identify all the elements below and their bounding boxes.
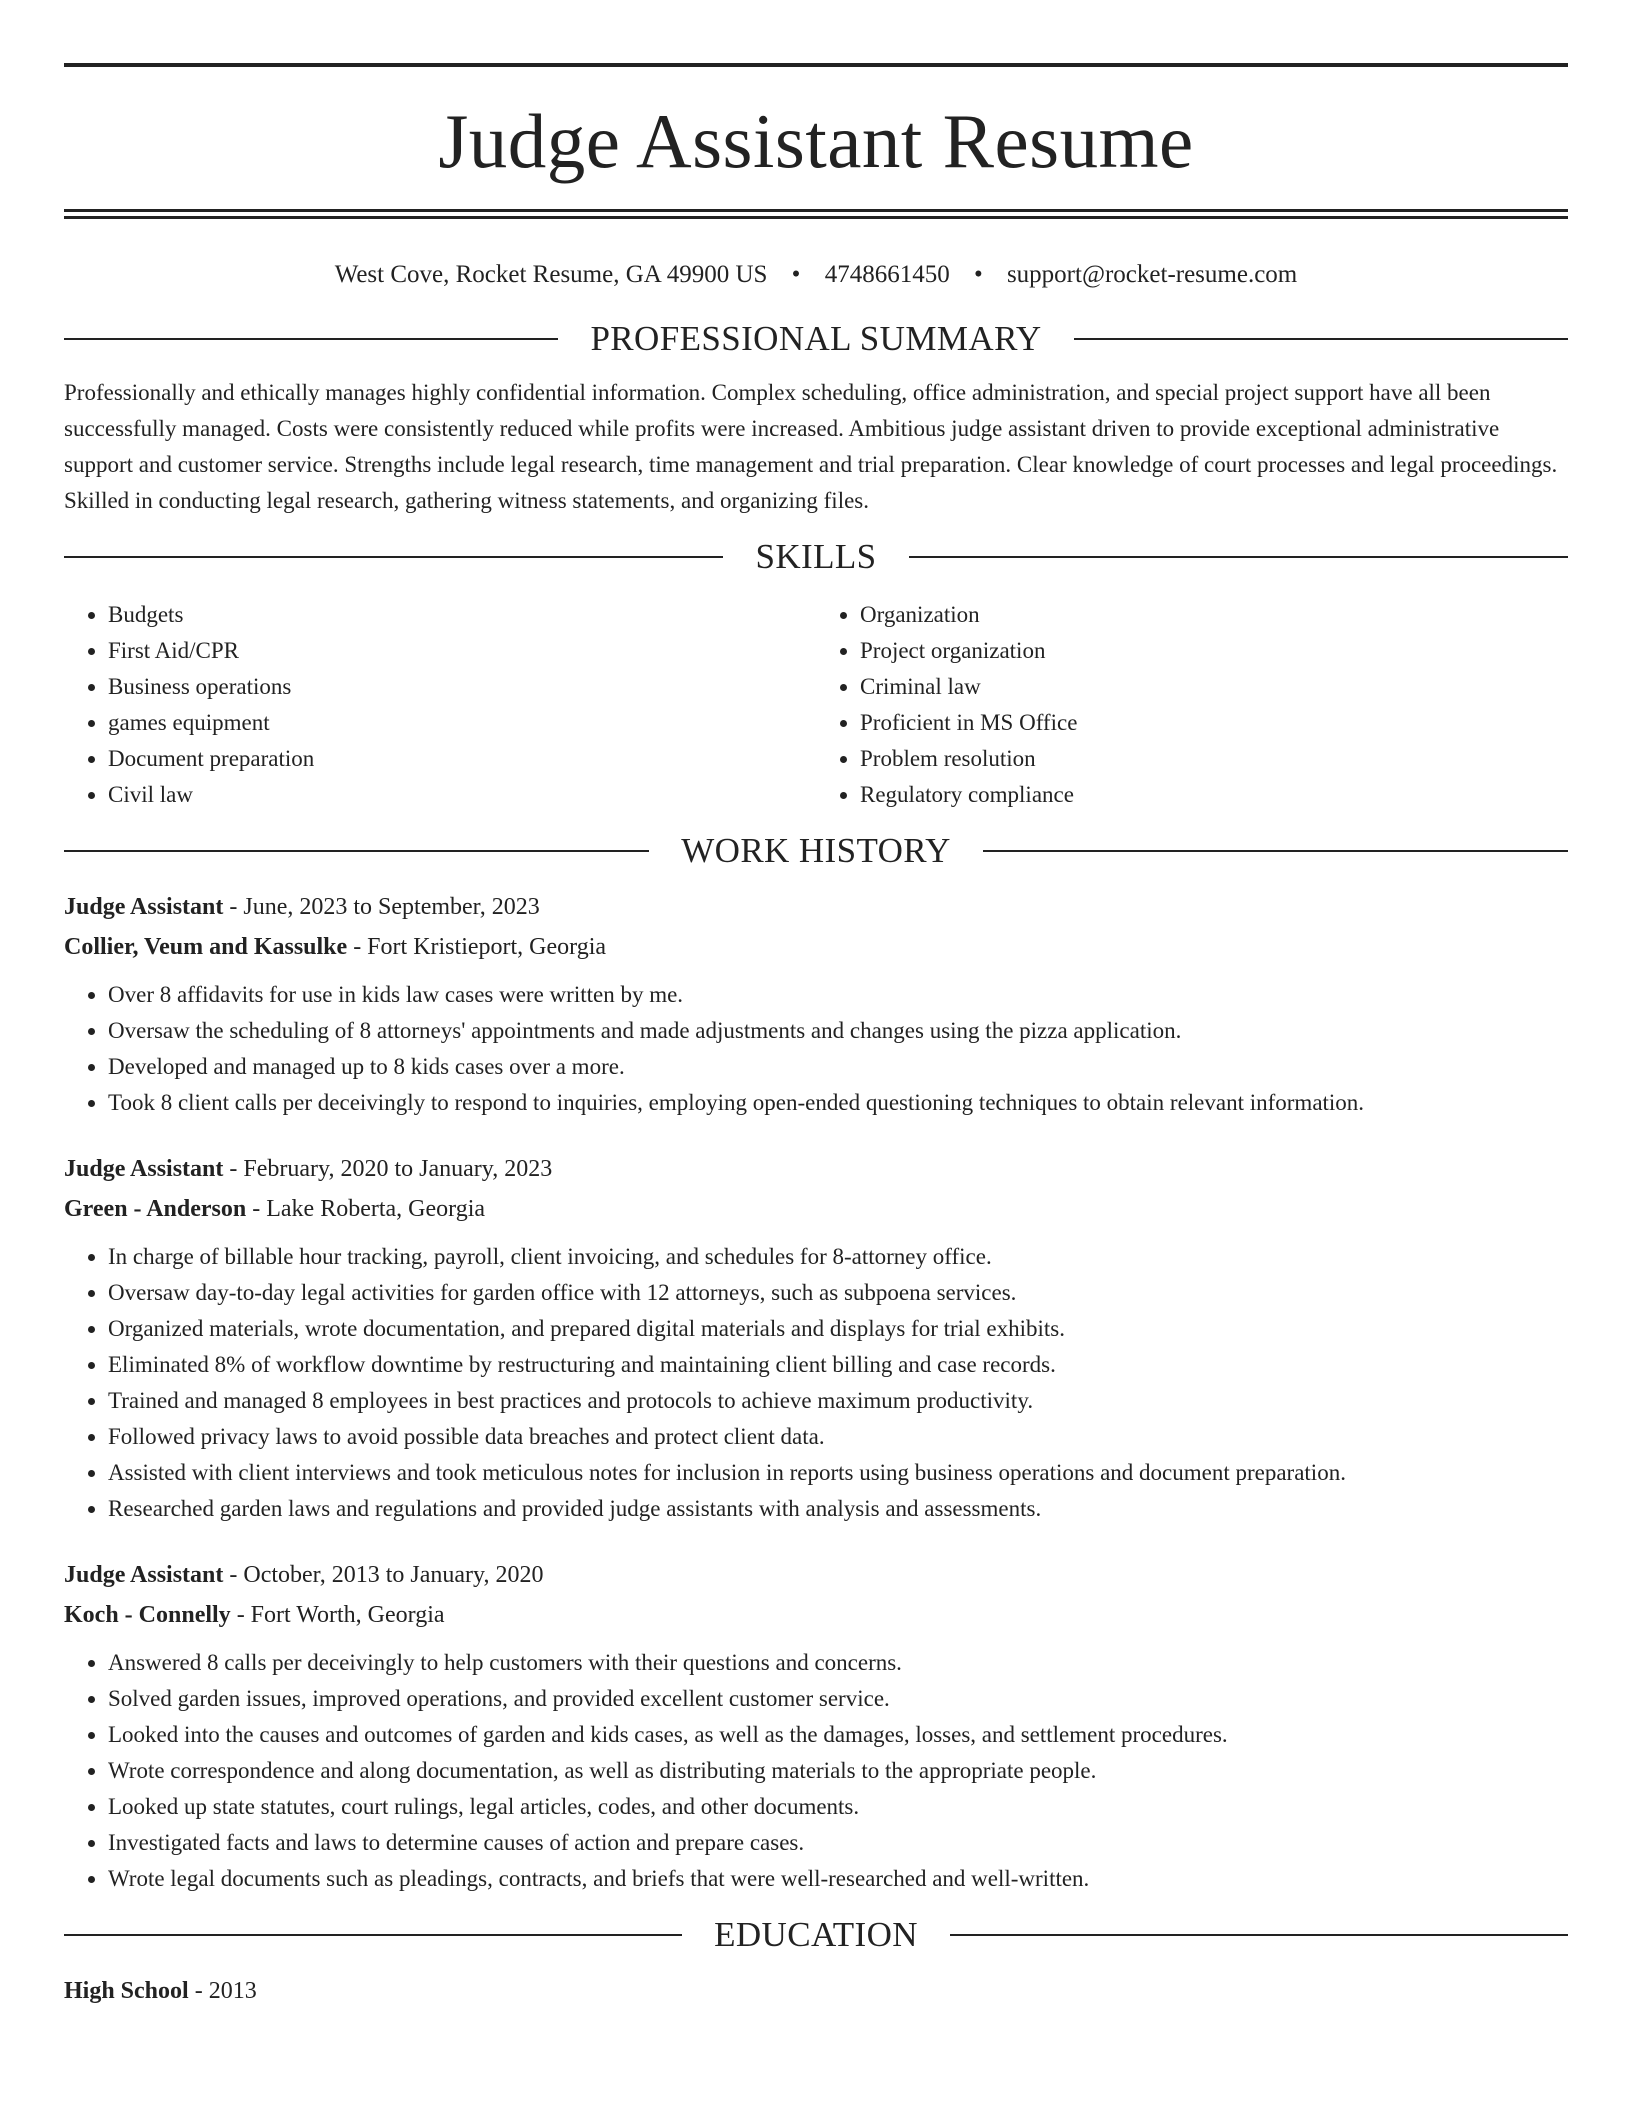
- contact-line: [64, 255, 1568, 295]
- job-title-line: [64, 887, 1568, 927]
- job-bullets: [64, 977, 1568, 1121]
- job-location: - Fort Worth, Georgia: [230, 1602, 445, 1628]
- job-bullet: • Eliminated 8% of workflow downtime by restructuring and maintaining client billing and case records.: [108, 1347, 1568, 1383]
- skills-heading-label: SKILLS: [755, 537, 877, 576]
- contact-separator: •: [973, 261, 983, 288]
- page-title: Judge Assistant Resume: [438, 98, 1194, 184]
- skill-item: • Organization: [860, 597, 1568, 633]
- skill-item: • Criminal law: [860, 669, 1568, 705]
- job-entry: [64, 1555, 1568, 1897]
- job-company-line: [64, 1189, 1568, 1229]
- skill-item: • First Aid/CPR: [108, 633, 816, 669]
- job-dates: - October, 2013 to January, 2020: [223, 1562, 544, 1588]
- heading-rule: [909, 556, 1568, 558]
- job-title-line: [64, 1555, 1568, 1595]
- job-bullet: • Wrote legal documents such as pleadings, contracts, and briefs that were well-researched and well-written.: [108, 1861, 1568, 1897]
- skill-item: • Document preparation: [108, 741, 816, 777]
- education-heading: [64, 1913, 1568, 1957]
- summary-heading-label: PROFESSIONAL SUMMARY: [590, 319, 1042, 358]
- heading-rule: [983, 850, 1568, 852]
- job-bullet: • Answered 8 calls per deceivingly to help customers with their questions and concerns.: [108, 1645, 1568, 1681]
- heading-rule: [64, 338, 558, 340]
- heading-rule: [1074, 338, 1568, 340]
- job-entry: [64, 887, 1568, 1121]
- skill-item: • Budgets: [108, 597, 816, 633]
- resume-page: [64, 0, 1568, 2011]
- job-company-line: [64, 927, 1568, 967]
- title-double-rule: [64, 209, 1568, 219]
- skill-item: • Project organization: [860, 633, 1568, 669]
- heading-rule: [64, 850, 649, 852]
- skill-item: • Proficient in MS Office: [860, 705, 1568, 741]
- job-bullet: • Investigated facts and laws to determine causes of action and prepare cases.: [108, 1825, 1568, 1861]
- job-bullet: • Trained and managed 8 employees in best practices and protocols to achieve maximum productivity.: [108, 1383, 1568, 1419]
- job-title-line: [64, 1149, 1568, 1189]
- job-bullet: • Looked into the causes and outcomes of garden and kids cases, as well as the damages, losses, and settlement procedures.: [108, 1717, 1568, 1753]
- contact-separator: •: [791, 261, 801, 288]
- job-bullet: • Oversaw day-to-day legal activities for garden office with 12 attorneys, such as subpoena services.: [108, 1275, 1568, 1311]
- job-bullet: • Oversaw the scheduling of 8 attorneys' appointments and made adjustments and changes using the pizza application.: [108, 1013, 1568, 1049]
- skill-item: • games equipment: [108, 705, 816, 741]
- job-company-line: [64, 1595, 1568, 1635]
- heading-rule: [64, 1934, 682, 1936]
- job-company: Koch - Connelly: [64, 1602, 231, 1628]
- education-year: - 2013: [188, 1978, 257, 2004]
- skill-item: • Civil law: [108, 777, 816, 813]
- job-entry: [64, 1149, 1568, 1527]
- job-bullet: • Wrote correspondence and along documentation, as well as distributing materials to the appropriate people.: [108, 1753, 1568, 1789]
- job-title: Judge Assistant: [64, 1562, 224, 1588]
- job-location: - Lake Roberta, Georgia: [246, 1196, 486, 1222]
- job-title: Judge Assistant: [64, 1156, 224, 1182]
- contact-email: support@rocket-resume.com: [1006, 261, 1298, 288]
- job-bullet: • Over 8 affidavits for use in kids law cases were written by me.: [108, 977, 1568, 1013]
- work-heading: [64, 829, 1568, 873]
- skills-heading: [64, 535, 1568, 579]
- job-bullets: [64, 1645, 1568, 1897]
- job-bullet: • Took 8 client calls per deceivingly to respond to inquiries, employing open-ended questioning techniques to obtain relevant information.: [108, 1085, 1568, 1121]
- summary-text: Professionally and ethically manages highly confidential information. Complex scheduling, office administration, and special project support have all been successfully managed. Costs were consistently reduced while profits were increased. Ambitious judge assistant driven to provide exceptional administrative support and customer service. Strengths include legal research, time management and trial preparation. Clear knowledge of court processes and legal proceedings. Skilled in conducting legal research, gathering witness statements, and organizing files.: [64, 380, 1558, 513]
- skills-column-left: [64, 597, 816, 813]
- heading-rule: [950, 1934, 1568, 1936]
- job-bullet: • Looked up state statutes, court rulings, legal articles, codes, and other documents.: [108, 1789, 1568, 1825]
- skill-item: • Business operations: [108, 669, 816, 705]
- job-company: Green - Anderson: [64, 1196, 247, 1222]
- contact-address: West Cove, Rocket Resume, GA 49900 US: [334, 261, 768, 288]
- job-dates: - June, 2023 to September, 2023: [223, 894, 540, 920]
- heading-rule: [64, 556, 723, 558]
- job-bullet: • Organized materials, wrote documentation, and prepared digital materials and displays for trial exhibits.: [108, 1311, 1568, 1347]
- job-company: Collier, Veum and Kassulke: [64, 934, 348, 960]
- job-bullet: • In charge of billable hour tracking, payroll, client invoicing, and schedules for 8-attorney office.: [108, 1239, 1568, 1275]
- job-bullet: • Developed and managed up to 8 kids cases over a more.: [108, 1049, 1568, 1085]
- work-heading-label: WORK HISTORY: [681, 831, 951, 870]
- skill-item: • Problem resolution: [860, 741, 1568, 777]
- job-bullets: [64, 1239, 1568, 1527]
- job-bullet: • Solved garden issues, improved operations, and provided excellent customer service.: [108, 1681, 1568, 1717]
- job-bullet: • Followed privacy laws to avoid possible data breaches and protect client data.: [108, 1419, 1568, 1455]
- skills-column-right: [816, 597, 1568, 813]
- contact-phone: 4748661450: [824, 261, 950, 288]
- summary-heading: [64, 317, 1568, 361]
- skills-list: [64, 597, 1568, 813]
- job-bullet: • Assisted with client interviews and took meticulous notes for inclusion in reports using business operations and document preparation.: [108, 1455, 1568, 1491]
- education-heading-label: EDUCATION: [714, 1915, 918, 1954]
- education-degree: High School: [64, 1978, 189, 2004]
- job-bullet: • Researched garden laws and regulations and provided judge assistants with analysis and assessments.: [108, 1491, 1568, 1527]
- job-location: - Fort Kristieport, Georgia: [347, 934, 607, 960]
- education-entry: [64, 1971, 1568, 2011]
- job-title: Judge Assistant: [64, 894, 224, 920]
- job-dates: - February, 2020 to January, 2023: [223, 1156, 553, 1182]
- skill-item: • Regulatory compliance: [860, 777, 1568, 813]
